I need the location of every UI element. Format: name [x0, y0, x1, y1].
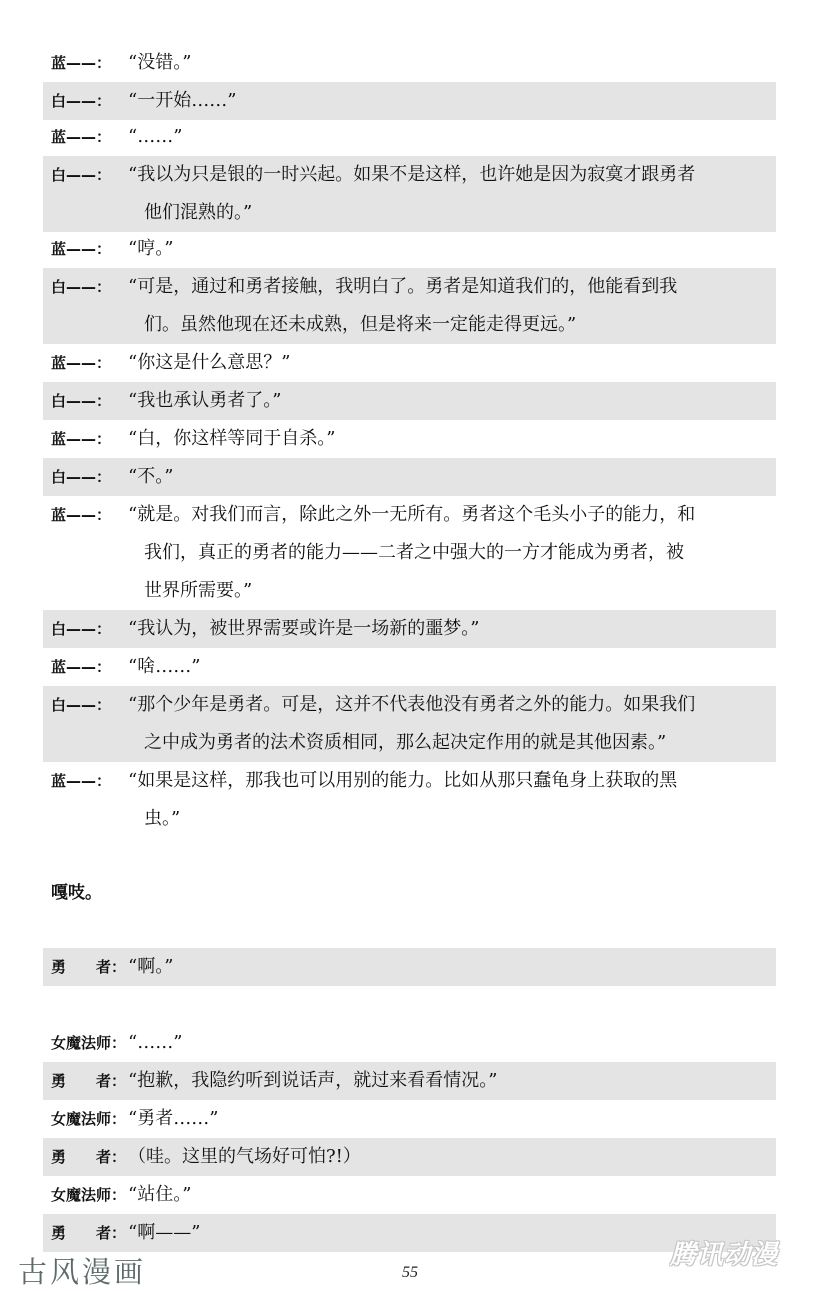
speaker-label: 白——：	[51, 278, 112, 296]
dialogue-text	[128, 44, 776, 82]
speaker-label: 女魔法师：	[51, 1034, 127, 1052]
dialogue-row	[43, 948, 776, 986]
speaker-label: 白——：	[51, 620, 112, 638]
dialogue-text	[128, 948, 776, 986]
dialogue-row	[43, 496, 776, 610]
dialogue-text	[128, 610, 776, 648]
speaker-label: 勇 者：	[51, 1148, 127, 1166]
dialogue-line: “勇者……”	[128, 1108, 219, 1129]
dialogue-text	[128, 156, 776, 232]
dialogue-text	[128, 268, 776, 344]
dialogue-line: “……”	[128, 1032, 183, 1053]
dialogue-line: “白，你这样等同于自杀。”	[128, 428, 336, 449]
dialogue-line: 虫。”	[144, 808, 181, 829]
speaker-label: 蓝——：	[51, 240, 112, 258]
dialogue-line: “抱歉，我隐约听到说话声，就过来看看情况。”	[128, 1070, 498, 1091]
dialogue-row	[43, 118, 776, 156]
dialogue-line: “我认为，被世界需要或许是一场新的噩梦。”	[128, 618, 480, 639]
dialogue-row	[43, 1176, 776, 1214]
speaker-label: 蓝——：	[51, 772, 112, 790]
dialogue-text	[128, 344, 776, 382]
dialogue-row	[43, 1214, 776, 1252]
watermark-logo: 腾讯动漫	[670, 1240, 779, 1270]
dialogue-line: “哼。”	[128, 238, 174, 259]
dialogue-text	[128, 382, 776, 420]
speaker-label: 白——：	[51, 166, 112, 184]
speaker-label: 女魔法师：	[51, 1110, 127, 1128]
dialogue-line: “啊。”	[128, 956, 174, 977]
dialogue-line: “不。”	[128, 466, 174, 487]
dialogue-text	[128, 496, 776, 610]
speaker-label: 勇 者：	[51, 1224, 127, 1242]
dialogue-line: 他们混熟的。”	[144, 202, 253, 223]
dialogue-text	[128, 420, 776, 458]
dialogue-row	[43, 382, 776, 420]
dialogue-row	[43, 82, 776, 120]
speaker-label: 蓝——：	[51, 506, 112, 524]
dialogue-text	[128, 648, 776, 686]
dialogue-row	[43, 230, 776, 268]
dialogue-row	[43, 1024, 776, 1062]
dialogue-line: “站住。”	[128, 1184, 192, 1205]
dialogue-line: “就是。对我们而言，除此之外一无所有。勇者这个毛头小子的能力，和	[128, 504, 696, 525]
speaker-label: 白——：	[51, 392, 112, 410]
dialogue-row	[43, 268, 776, 344]
dialogue-line: “那个少年是勇者。可是，这并不代表他没有勇者之外的能力。如果我们	[128, 694, 696, 715]
dialogue-text	[128, 762, 776, 838]
dialogue-row	[43, 156, 776, 232]
dialogue-line: “我也承认勇者了。”	[128, 390, 282, 411]
speaker-label: 蓝——：	[51, 54, 112, 72]
speaker-label: 蓝——：	[51, 128, 112, 146]
dialogue-line: 们。虽然他现在还未成熟，但是将来一定能走得更远。”	[144, 314, 577, 335]
dialogue-text	[128, 1024, 776, 1062]
dialogue-text	[128, 1062, 776, 1100]
dialogue-line: “如果是这样，那我也可以用别的能力。比如从那只蠢龟身上获取的黑	[128, 770, 678, 791]
dialogue-text	[128, 1176, 776, 1214]
dialogue-line: “……”	[128, 126, 183, 147]
dialogue-text	[128, 1138, 776, 1176]
page-number: 55	[402, 1264, 418, 1281]
dialogue-row	[43, 1062, 776, 1100]
site-logo: 古风漫画	[18, 1255, 147, 1289]
dialogue-text	[128, 458, 776, 496]
dialogue-line: “可是，通过和勇者接触，我明白了。勇者是知道我们的，他能看到我	[128, 276, 678, 297]
dialogue-line: “一开始……”	[128, 90, 237, 111]
dialogue-row	[43, 686, 776, 762]
dialogue-row	[43, 344, 776, 382]
speaker-label: 女魔法师：	[51, 1186, 127, 1204]
dialogue-row	[43, 610, 776, 648]
dialogue-text	[128, 82, 776, 120]
dialogue-line: （哇。这里的气场好可怕?!）	[128, 1146, 361, 1167]
dialogue-line: “没错。”	[128, 52, 192, 73]
dialogue-line: 我们，真正的勇者的能力——二者之中强大的一方才能成为勇者，被	[144, 542, 684, 563]
dialogue-text	[128, 118, 776, 156]
dialogue-text	[128, 230, 776, 268]
dialogue-row	[43, 648, 776, 686]
dialogue-line: “啥……”	[128, 656, 201, 677]
speaker-label: 蓝——：	[51, 430, 112, 448]
dialogue-row	[43, 762, 776, 838]
dialogue-row	[43, 1100, 776, 1138]
dialogue-text	[128, 686, 776, 762]
dialogue-line: “你这是什么意思？”	[128, 352, 291, 373]
dialogue-row	[43, 1138, 776, 1176]
speaker-label: 白——：	[51, 696, 112, 714]
narration-text: 嘎吱。	[51, 883, 102, 903]
dialogue-line: 世界所需要。”	[144, 580, 253, 601]
dialogue-row	[43, 458, 776, 496]
dialogue-row	[43, 420, 776, 458]
dialogue-row	[43, 44, 776, 82]
speaker-label: 蓝——：	[51, 658, 112, 676]
dialogue-line: 之中成为勇者的法术资质相同，那么起决定作用的就是其他因素。”	[144, 732, 667, 753]
dialogue-line: “啊——”	[128, 1222, 201, 1243]
speaker-label: 白——：	[51, 92, 112, 110]
speaker-label: 白——：	[51, 468, 112, 486]
speaker-label: 勇 者：	[51, 1072, 127, 1090]
speaker-label: 蓝——：	[51, 354, 112, 372]
dialogue-text	[128, 1100, 776, 1138]
dialogue-line: “我以为只是银的一时兴起。如果不是这样，也许她是因为寂寞才跟勇者	[128, 164, 696, 185]
speaker-label: 勇 者：	[51, 958, 127, 976]
